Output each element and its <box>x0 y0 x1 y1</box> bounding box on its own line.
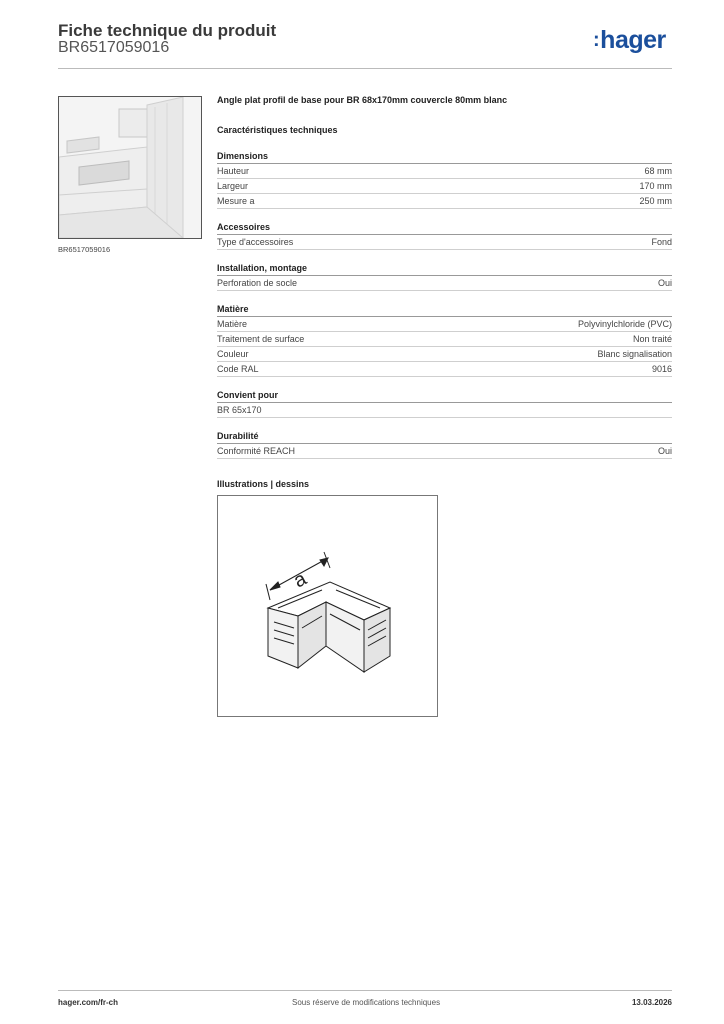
photo-caption: BR6517059016 <box>58 245 111 254</box>
spec-value: Non traité <box>632 334 672 344</box>
spec-row <box>217 194 672 209</box>
footer-disclaimer: Sous réserve de modifications techniques <box>292 998 441 1007</box>
spec-row <box>217 164 672 179</box>
spec-label: Couleur <box>217 349 249 359</box>
footer-website[interactable]: hager.com/fr-ch <box>58 998 119 1007</box>
spec-group <box>217 389 672 418</box>
spec-groups <box>217 150 672 459</box>
spec-value: 250 mm <box>639 196 672 206</box>
spec-group-title: Convient pour <box>217 389 672 403</box>
spec-row <box>217 276 672 291</box>
spec-value: Polyvinylchloride (PVC) <box>577 319 672 329</box>
spec-value: Oui <box>657 278 672 288</box>
spec-row <box>217 362 672 377</box>
spec-group <box>217 430 672 459</box>
spec-group-title: Installation, montage <box>217 262 672 276</box>
logo-dots: : <box>593 29 600 51</box>
spec-value: Blanc signalisation <box>597 349 672 359</box>
spec-group <box>217 221 672 250</box>
spec-value: Fond <box>651 237 672 247</box>
spec-value: 9016 <box>651 364 672 374</box>
header-divider <box>58 68 672 69</box>
spec-label: Hauteur <box>217 166 250 176</box>
spec-value: 170 mm <box>639 181 672 191</box>
spec-row <box>217 403 672 418</box>
illustrations-heading: Illustrations | dessins <box>217 479 310 489</box>
spec-label: Traitement de surface <box>217 334 305 344</box>
spec-label: Code RAL <box>217 364 259 374</box>
spec-row <box>217 332 672 347</box>
spec-label: BR 65x170 <box>217 405 262 415</box>
hager-logo <box>593 26 666 55</box>
product-title: Angle plat profil de base pour BR 68x170mm couvercle 80mm blanc <box>217 95 508 105</box>
spec-label: Conformité REACH <box>217 446 296 456</box>
spec-row <box>217 235 672 250</box>
spec-label: Perforation de socle <box>217 278 298 288</box>
spec-label: Type d'accessoires <box>217 237 294 247</box>
logo-text: hager <box>600 26 666 54</box>
product-reference: BR6517059016 <box>58 39 170 56</box>
spec-group <box>217 303 672 377</box>
spec-label: Matière <box>217 319 248 329</box>
spec-value: Oui <box>657 446 672 456</box>
specs-heading: Caractéristiques techniques <box>217 125 338 135</box>
dimension-drawing <box>217 495 438 717</box>
spec-row <box>217 444 672 459</box>
spec-row <box>217 317 672 332</box>
product-photo <box>58 96 202 239</box>
spec-value: 68 mm <box>644 166 672 176</box>
spec-label: Mesure a <box>217 196 255 206</box>
spec-content <box>217 95 672 717</box>
spec-group <box>217 262 672 291</box>
spec-group-title: Dimensions <box>217 150 672 164</box>
spec-group <box>217 150 672 209</box>
spec-group-title: Matière <box>217 303 672 317</box>
spec-group-title: Accessoires <box>217 221 672 235</box>
spec-label: Largeur <box>217 181 249 191</box>
spec-group-title: Durabilité <box>217 430 672 444</box>
spec-row <box>217 179 672 194</box>
page-title: Fiche technique du produit <box>58 21 277 40</box>
spec-row <box>217 347 672 362</box>
footer-date: 13.03.2026 <box>631 998 672 1007</box>
footer-divider <box>58 990 672 991</box>
dimension-a-label: a <box>290 567 311 593</box>
